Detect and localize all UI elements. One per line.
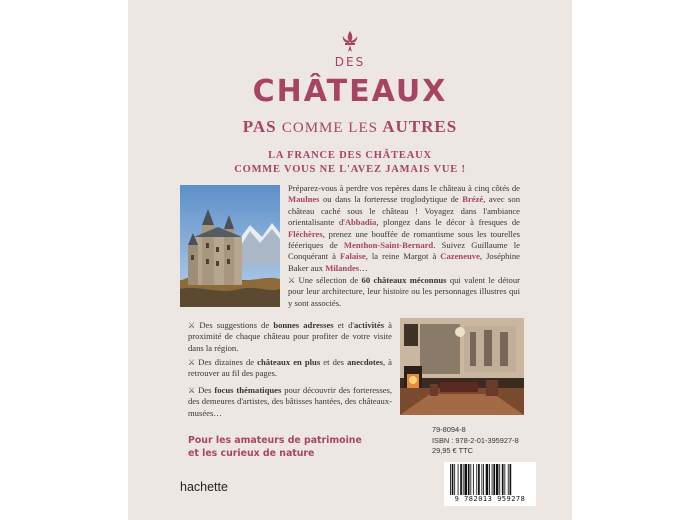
price: 29,95 € TTC xyxy=(432,446,473,455)
audience-statement xyxy=(188,434,388,460)
intro-text: , plongez dans le décor à fresques de xyxy=(376,217,520,228)
intro-text: . Suivez Guillaume le Conquérant à xyxy=(288,240,520,262)
bullet-text: à proximité de chaque château pour profiter de votre visite dans la région. xyxy=(188,320,392,353)
castle-name-falaise: Falaise xyxy=(339,251,366,262)
selection-text: qui valent le détour pour leur architecture, leur histoire ou les personnages illustres qui y sont associés. xyxy=(288,275,520,308)
tagline xyxy=(128,149,572,177)
book-back-cover xyxy=(128,0,572,520)
castle-name-cazeneuve: Cazeneuve xyxy=(440,251,480,262)
subtitle-autres: AUTRES xyxy=(382,117,458,136)
title-des: DES xyxy=(334,55,366,69)
sword-icon: ⚔ xyxy=(288,276,296,285)
subtitle-pas: PAS xyxy=(242,117,277,136)
castle-name-maulnes: Maulnes xyxy=(288,194,320,205)
audience-line-1: Pour les amateurs de patrimoine xyxy=(188,435,362,446)
reference-code: 79-8094-8 xyxy=(432,425,466,434)
intro-text: ou dans la forteresse troglodytique de xyxy=(319,194,463,205)
castle-name-breze: Brézé xyxy=(462,194,484,205)
isbn: ISBN : 978-2-01-395927-8 xyxy=(432,435,519,445)
bullet-text: et d' xyxy=(333,320,354,330)
barcode xyxy=(444,462,536,506)
tagline-line-1: LA FRANCE DES CHÂTEAUX xyxy=(268,150,432,161)
bullet-text: et des xyxy=(320,357,348,367)
subtitle-comme-les: COMME LES xyxy=(281,120,378,136)
bullet-item xyxy=(188,320,392,354)
bullet-item xyxy=(188,385,392,419)
castle-name-flecheres: Fléchères xyxy=(288,228,323,239)
castle-name-milandes: Milandes xyxy=(325,262,360,273)
book-codes xyxy=(432,425,528,457)
bullet-text: Des suggestions de xyxy=(199,320,274,330)
castle-name-menthon: Menthon-Saint-Bernard xyxy=(343,240,434,251)
bullet-bold: focus thématiques xyxy=(214,385,282,395)
fleur-de-lis-icon xyxy=(341,30,359,54)
bullet-text: Des dizaines de xyxy=(198,357,258,367)
sword-icon: ⚔ xyxy=(188,358,196,367)
title-main: CHÂTEAUX xyxy=(252,74,448,109)
castle-photo xyxy=(180,185,280,307)
sword-icon: ⚔ xyxy=(188,386,196,395)
intro-paragraph xyxy=(288,183,520,274)
tagline-line-2: COMME VOUS NE L'AVEZ JAMAIS VUE ! xyxy=(234,164,466,175)
publisher-logo: hachette xyxy=(180,480,228,494)
selection-bold: 60 châteaux méconnus xyxy=(361,275,447,285)
bullet-item xyxy=(188,357,392,380)
intro-text: … xyxy=(359,262,368,273)
barcode-number: 9 782013 959278 xyxy=(454,495,526,503)
bullet-bold: châteaux en plus xyxy=(257,357,321,367)
selection-text: Une sélection de xyxy=(298,275,362,285)
interior-photo xyxy=(400,318,524,415)
title-subtitle xyxy=(128,117,572,137)
selection-paragraph xyxy=(288,275,520,309)
castle-name-abbadia: Abbadia xyxy=(344,217,377,228)
bullet-text: , à retrouver au fil des pages. xyxy=(188,357,392,379)
barcode-bars xyxy=(450,464,530,495)
intro-text: Préparez-vous à perdre vos repères dans le château à cinq côtés de xyxy=(288,183,520,193)
bullet-bold: activités xyxy=(353,320,385,330)
intro-text: , la reine Margot à xyxy=(365,251,441,262)
bullet-text: Des xyxy=(198,385,215,395)
sword-icon: ⚔ xyxy=(188,321,196,330)
audience-line-2: et les curieux de nature xyxy=(188,448,315,459)
intro-text: , Joséphine Baker aux xyxy=(288,251,520,273)
intro-text: , avec son château caché sous le château ! Voyagez dans l'ambiance orientalisante d' xyxy=(288,194,520,228)
bullet-bold: anecdotes xyxy=(347,357,383,367)
bullet-bold: bonnes adresses xyxy=(273,320,334,330)
intro-text: , prenez une bouffée de romantisme sous les tourelles fééeriques de xyxy=(288,228,520,251)
bullet-text: pour découvrir des forteresses, des demeures d'artistes, des bâtisses hantées, des châteaux-musées… xyxy=(188,385,393,418)
